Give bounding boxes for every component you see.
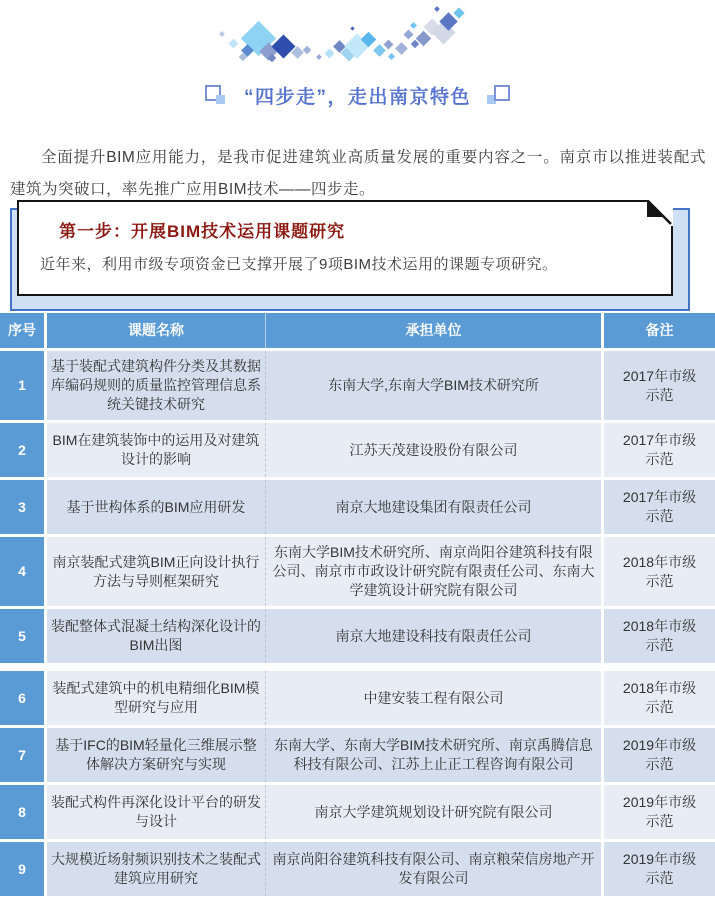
decor-diamond bbox=[373, 44, 386, 57]
table-header-row bbox=[0, 313, 715, 348]
header-no: 序号 bbox=[0, 313, 47, 348]
row-number-cell: 7 bbox=[0, 728, 47, 782]
unit-cell: 东南大学,东南大学BIM技术研究所 bbox=[266, 351, 604, 420]
row-number-cell: 5 bbox=[0, 609, 47, 663]
header-unit: 承担单位 bbox=[266, 313, 604, 348]
table-row bbox=[0, 728, 715, 782]
unit-cell: 南京大地建设集团有限责任公司 bbox=[266, 480, 604, 534]
header-note: 备注 bbox=[604, 313, 715, 348]
table-row bbox=[0, 351, 715, 420]
row-number-cell: 2 bbox=[0, 423, 47, 477]
page-title: “四步走”，走出南京特色 bbox=[243, 87, 471, 108]
unit-cell: 南京尚阳谷建筑科技有限公司、南京粮荣信房地产开发有限公司 bbox=[266, 842, 604, 896]
decor-diamond bbox=[303, 46, 311, 54]
note-cell: 2018年市级示范 bbox=[604, 671, 715, 725]
unit-cell: 江苏天茂建设股份有限公司 bbox=[266, 423, 604, 477]
unit-cell: 南京大地建设科技有限责任公司 bbox=[266, 609, 604, 663]
unit-cell: 中建安装工程有限公司 bbox=[266, 671, 604, 725]
topics-table bbox=[0, 313, 715, 899]
note-cell: 2019年市级示范 bbox=[604, 728, 715, 782]
note-cell: 2017年市级示范 bbox=[604, 480, 715, 534]
topic-cell: 南京装配式建筑BIM正向设计执行方法与导则框架研究 bbox=[47, 537, 266, 606]
row-number-cell: 8 bbox=[0, 785, 47, 839]
table-row bbox=[0, 609, 715, 663]
step-one-title: 第一步：开展BIM技术运用课题研究 bbox=[59, 222, 346, 241]
unit-cell: 东南大学、东南大学BIM技术研究所、南京禹腾信息科技有限公司、江苏上止正工程咨询有限公司 bbox=[266, 728, 604, 782]
table-row bbox=[0, 480, 715, 534]
unit-cell: 南京大学建筑规划设计研究院有限公司 bbox=[266, 785, 604, 839]
title-right-squares-icon bbox=[487, 85, 510, 106]
note-cell: 2017年市级示范 bbox=[604, 351, 715, 420]
note-cell: 2018年市级示范 bbox=[604, 537, 715, 606]
topic-cell: BIM在建筑装饰中的运用及对建筑设计的影响 bbox=[47, 423, 266, 477]
decor-diamond bbox=[395, 42, 408, 55]
decor-diamond bbox=[403, 29, 413, 39]
decor-diamond bbox=[453, 7, 464, 18]
note-cell: 2018年市级示范 bbox=[604, 609, 715, 663]
table-row bbox=[0, 671, 715, 725]
note-cell: 2019年市级示范 bbox=[604, 785, 715, 839]
decor-diamond bbox=[387, 52, 394, 59]
table-row bbox=[0, 785, 715, 839]
topic-cell: 大规模近场射频识别技术之装配式建筑应用研究 bbox=[47, 842, 266, 896]
row-number-cell: 9 bbox=[0, 842, 47, 896]
decor-diamond bbox=[324, 48, 334, 58]
title-left-squares-icon bbox=[205, 85, 228, 106]
row-number-cell: 3 bbox=[0, 480, 47, 534]
unit-cell: 东南大学BIM技术研究所、南京尚阳谷建筑科技有限公司、南京市市政设计研究院有限责任公司、东南大学建筑设计研究院有限公司 bbox=[266, 537, 604, 606]
intro-paragraph: 全面提升BIM应用能力，是我市促进建筑业高质量发展的重要内容之一。南京市以推进装配式建筑为突破口，率先推广应用BIM技术——四步走。 bbox=[10, 148, 706, 198]
table-row bbox=[0, 537, 715, 606]
topic-cell: 装配式建筑中的机电精细化BIM模型研究与应用 bbox=[47, 671, 266, 725]
page-fold-icon bbox=[647, 200, 673, 226]
row-number-cell: 1 bbox=[0, 351, 47, 420]
step-one-box bbox=[0, 200, 715, 312]
header-topic: 课题名称 bbox=[47, 313, 266, 348]
topic-cell: 基于IFC的BIM轻量化三维展示整体解决方案研究与实现 bbox=[47, 728, 266, 782]
step-one-body: 近年来，利用市级专项资金已支撑开展了9项BIM技术运用的课题专项研究。 bbox=[40, 256, 558, 273]
row-number-cell: 6 bbox=[0, 671, 47, 725]
note-cell: 2019年市级示范 bbox=[604, 842, 715, 896]
decor-diamond bbox=[219, 31, 225, 37]
topic-cell: 装配整体式混凝土结构深化设计的BIM出图 bbox=[47, 609, 266, 663]
table-row bbox=[0, 842, 715, 896]
decor-diamond bbox=[383, 39, 393, 49]
decor-diamond bbox=[268, 54, 276, 62]
box-frame bbox=[17, 200, 673, 296]
page-title-row bbox=[0, 82, 715, 109]
note-cell: 2017年市级示范 bbox=[604, 423, 715, 477]
topic-cell: 基于世构体系的BIM应用研发 bbox=[47, 480, 266, 534]
decor-diamond bbox=[316, 54, 322, 60]
decor-diamond bbox=[434, 6, 440, 12]
decorative-diamond-cluster bbox=[0, 0, 715, 78]
decor-diamond bbox=[350, 26, 354, 30]
decor-diamond bbox=[409, 21, 416, 28]
topic-cell: 基于装配式建筑构件分类及其数据库编码规则的质量监控管理信息系统关键技术研究 bbox=[47, 351, 266, 420]
decor-diamond bbox=[228, 38, 238, 48]
row-number-cell: 4 bbox=[0, 537, 47, 606]
topic-cell: 装配式构件再深化设计平台的研发与设计 bbox=[47, 785, 266, 839]
table-row bbox=[0, 423, 715, 477]
